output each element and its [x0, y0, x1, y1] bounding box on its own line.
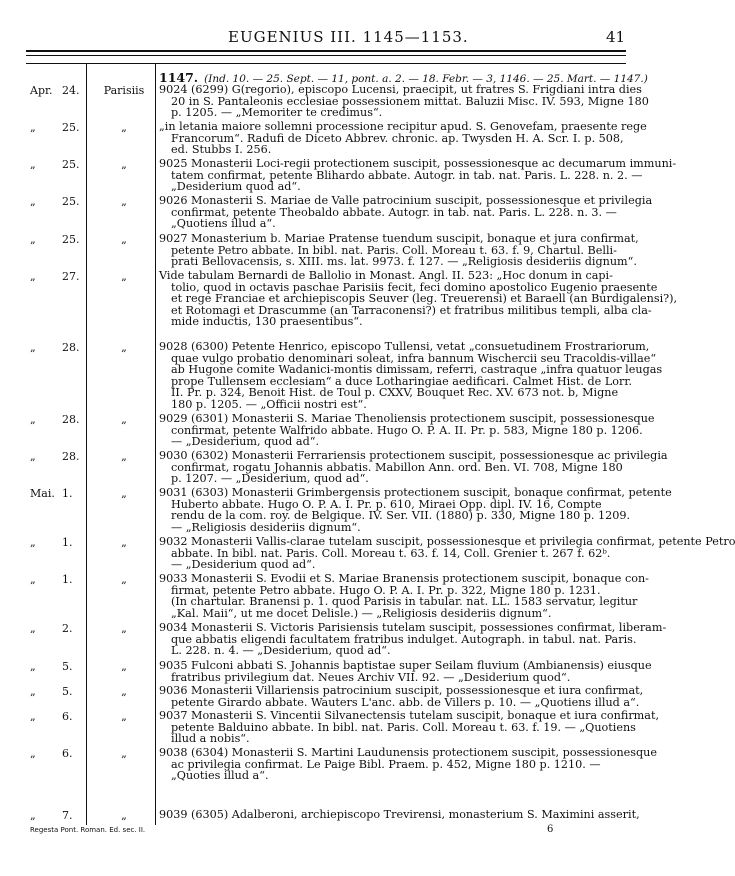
regest-entry — [159, 83, 649, 119]
entry-day: 25. — [62, 158, 80, 171]
entry-line: 180 p. 1205. — „Officii nostri est“. — [171, 397, 367, 411]
regest-entry — [159, 486, 672, 534]
entry-day: 28. — [62, 450, 80, 463]
entry-line: p. 1205. — „Memoriter te credimus“. — [171, 106, 383, 119]
entry-line: — „Religiosis desideriis dignum“. — [171, 520, 361, 534]
entry-day: 1. — [62, 487, 73, 500]
entry-line: illud a nobis“. — [171, 732, 250, 745]
entry-day: 28. — [62, 341, 80, 354]
entry-month: „ — [30, 233, 36, 246]
entry-line: 9026 Monasterii S. Mariae de Valle patrocinium suscipit, possessionesque et privilegia — [159, 194, 653, 207]
column-divider-date — [86, 63, 87, 825]
entry-place: „ — [121, 573, 127, 586]
entry-line: ac privilegia confirmat. Le Paige Bibl. Praem. p. 452, Migne 180 p. 1210. — — [171, 757, 601, 771]
entry-line: — „Desiderium, quod ad“. — [171, 435, 320, 448]
entry-line: Vide tabulam Bernardi de Ballolio in Monast. Angl. II. 523: „Hoc donum in capi- — [159, 269, 613, 282]
entry-line: (In chartular. Branensi p. 1. quod Parisis in tabular. nat. LL. 1583 servatur, legitur — [171, 595, 638, 608]
regest-entry — [159, 232, 639, 268]
entry-month: „ — [30, 341, 36, 354]
entry-place: „ — [121, 341, 127, 354]
page-number: 41 — [606, 28, 626, 46]
entry-day: 1. — [62, 536, 73, 549]
running-title: EUGENIUS III. 1145—1153. — [228, 28, 469, 46]
entry-line: ed. Stubbs I. 256. — [171, 143, 272, 156]
entry-line: 9028 (6300) Petente Henrico, episcopo Tullensi, vetat „consuetudinem Frostrariorum, — [159, 340, 650, 353]
entry-day: 1. — [62, 573, 73, 586]
entry-line: — „Desiderium quod ad“. — [171, 558, 316, 571]
entry-line: petente Balduino abbate. In bibl. nat. Paris. Coll. Moreau t. 63. f. 19. — „Quotiens — [171, 720, 636, 734]
entry-place: „ — [121, 233, 127, 246]
entry-month: „ — [30, 660, 36, 673]
entry-day: 2. — [62, 622, 73, 635]
regest-entry — [159, 194, 653, 230]
entry-place: „ — [121, 747, 127, 760]
header-rule-thin — [26, 55, 626, 56]
entry-place: „ — [121, 413, 127, 426]
entry-month: „ — [30, 121, 36, 134]
entry-line: petente Petro abbate. In bibl. nat. Paris. Coll. Moreau t. 63. f. 9, Chartul. Belli- — [171, 243, 617, 257]
entry-place: „ — [121, 195, 127, 208]
entry-line: et Rotomagi et Drascumme (an Tarraconensi?) et fratribus militibus templi, alba cla- — [171, 303, 652, 317]
entry-line: ab Hugone comite Wadanici-montis dimissam, referri, castraque „infra quatuor leugas — [171, 363, 663, 376]
entry-month: Apr. — [30, 84, 53, 97]
entry-line: „Quotiens illud a“. — [171, 217, 276, 230]
entry-line: petente Girardo abbate. Wauters L'anc. abb. de Villers p. 10. — „Quotiens illud a“. — [171, 695, 640, 709]
page-header — [0, 28, 650, 48]
entry-line: „Quoties illud a“. — [171, 769, 269, 782]
entry-day: 6. — [62, 710, 73, 723]
entry-place: „ — [121, 809, 127, 822]
regest-entry — [159, 684, 644, 709]
entry-day: 5. — [62, 685, 73, 698]
entry-day: 25. — [62, 195, 80, 208]
entry-line: rendu de la com. roy. de Belgique. IV. Ser. VII. (1880) p. 330, Migne 180 p. 1209. — [171, 509, 631, 522]
entry-month: „ — [30, 536, 36, 549]
entry-line: firmat, petente Petro abbate. Hugo O. P. A. I. Pr. p. 322, Migne 180 p. 1231. — [171, 583, 601, 597]
entry-line: abbate. In bibl. nat. Paris. Coll. Moreau t. 63. f. 14, Coll. Grenier t. 267 f. 62ᵇ. — [171, 546, 611, 560]
entry-line: prati Bellovacensis, s. XIII. ms. lat. 9973. f. 127. — „Religiosis desideriis dignum“. — [171, 255, 637, 268]
entry-line: L. 228. n. 4. — „Desiderium, quod ad“. — [171, 644, 391, 657]
regest-entry — [159, 709, 659, 745]
entry-line: „in letania maiore sollemni processione recipitur apud. S. Genovefam, praesente rege — [159, 120, 647, 133]
header-rule-lower — [26, 63, 626, 64]
header-rule-thick — [26, 50, 626, 52]
entry-line: que abbatis eligendi facultatem fratribus indulget. Autograph. in tabul. nat. Paris. — [171, 632, 637, 646]
entry-place: „ — [121, 450, 127, 463]
regest-entry — [159, 659, 652, 684]
regest-entry — [159, 746, 658, 782]
entry-line: mide inductis, 130 praesentibus“. — [171, 315, 363, 328]
entry-line: 9035 Fulconi abbati S. Johannis baptistae super Seilam fluvium (Ambianensis) eiusque — [159, 659, 652, 672]
entry-place: „ — [121, 536, 127, 549]
entry-day: 25. — [62, 233, 80, 246]
entry-line: confirmat, rogatu Johannis abbatis. Mabillon Ann. ord. Ben. VI. 708, Migne 180 — [171, 460, 623, 474]
entry-line: 9029 (6301) Monasterii S. Mariae Thenoliensis protectionem suscipit, possessionesque — [159, 412, 655, 425]
entry-month: „ — [30, 573, 36, 586]
regest-entry — [159, 269, 678, 328]
entry-place: „ — [121, 158, 127, 171]
entry-day: 24. — [62, 84, 80, 97]
entry-place: Parisiis — [103, 84, 145, 97]
entry-place: „ — [121, 710, 127, 723]
entry-line: 9038 (6304) Monasterii S. Martini Laudunensis protectionem suscipit, possessionesque — [159, 746, 658, 759]
entry-day: 28. — [62, 413, 80, 426]
regest-entry — [159, 572, 649, 620]
regest-entry — [159, 412, 655, 448]
entry-month: „ — [30, 450, 36, 463]
entry-day: 6. — [62, 747, 73, 760]
entry-month: Mai. — [30, 487, 55, 500]
entry-month: „ — [30, 809, 36, 822]
entry-place: „ — [121, 121, 127, 134]
regest-entry — [159, 535, 735, 571]
entry-month: „ — [30, 195, 36, 208]
footer-signature-line: Regesta Pont. Roman. Ed. sec. II. — [30, 826, 146, 834]
entry-month: „ — [30, 710, 36, 723]
entry-line: Francorum“. Radufi de Diceto Abbrev. chronic. ap. Twysden H. A. Scr. I. p. 508, — [171, 131, 624, 145]
regest-entry — [159, 340, 663, 411]
entry-line: tatem confirmat, petente Blihardo abbate. Autogr. in tab. nat. Paris. L. 228. n. 2. — — [171, 168, 643, 182]
entry-line: 9031 (6303) Monasterii Grimbergensis protectionem suscipit, bonaque confirmat, petente — [159, 486, 672, 499]
entry-line: 9034 Monasterii S. Victoris Parisiensis tutelam suscipit, possessiones confirmat, liberam- — [159, 621, 667, 634]
sheet-signature: 6 — [547, 824, 554, 835]
entry-place: „ — [121, 270, 127, 283]
entry-line: 9030 (6302) Monasterii Ferrariensis protectionem suscipit, possessionesque ac privilegia — [159, 449, 668, 462]
entry-day: 25. — [62, 121, 80, 134]
entry-line: 9027 Monasterium b. Mariae Pratense tuendum suscipit, bonaque et jura confirmat, — [159, 232, 639, 245]
entry-line: 20 in S. Pantaleonis ecclesiae possessionem mittat. Baluzii Misc. IV. 593, Migne 180 — [171, 94, 649, 108]
entry-line: II. Pr. p. 324, Benoit Hist. de Toul p. CXXV, Bouquet Rec. XV. 673 not. b, Migne — [171, 386, 619, 399]
entry-line: tolio, quod in octavis paschae Parisiis fecit, feci domino apostolico Eugenio praesente — [171, 280, 658, 294]
entry-line: quae vulgo probatio denominari soleat, infra bannum Wischercii seu Tracoldis-villae“ — [171, 351, 657, 365]
entry-line: Huberto abbate. Hugo O. P. A. I. Pr. p. 610, Miraei Opp. dipl. IV. 16, Compte — [171, 497, 602, 511]
year-number: 1147. — [159, 70, 199, 85]
entry-line: 9037 Monasterii S. Vincentii Silvanectensis tutelam suscipit, bonaque et iura confirmat, — [159, 709, 659, 722]
entry-line: 9033 Monasterii S. Evodii et S. Mariae Branensis protectionem suscipit, bonaque con- — [159, 572, 649, 585]
entry-line: prope Tullensem ecclesiam“ a duce Lotharingiae aedificari. Calmet Hist. de Lorr. — [171, 374, 633, 388]
entry-line: 9039 (6305) Adalberoni, archiepiscopo Trevirensi, monasterium S. Maximini asserit, — [159, 808, 640, 821]
regest-entry — [159, 621, 667, 657]
entry-line: p. 1207. — „Desiderium, quod ad“. — [171, 472, 369, 485]
entry-month: „ — [30, 270, 36, 283]
entry-month: „ — [30, 685, 36, 698]
indiction-note: (Ind. 10. — 25. Sept. — 11, pont. a. 2. — 18. Febr. — 3, 1146. — 25. Mart. — 1147.) — [204, 73, 648, 85]
entry-line: fratribus privilegium dat. Neues Archiv VII. 92. — „Desiderium quod“. — [171, 670, 571, 684]
entry-line: 9025 Monasterii Loci-regii protectionem suscipit, possessionesque ac decumarum immuni- — [159, 157, 677, 170]
entry-month: „ — [30, 158, 36, 171]
entry-day: 5. — [62, 660, 73, 673]
regest-entry — [159, 120, 647, 156]
entry-month: „ — [30, 747, 36, 760]
entry-line: confirmat, petente Theobaldo abbate. Autogr. in tab. nat. Paris. L. 228. n. 3. — — [171, 205, 617, 219]
entry-month: „ — [30, 413, 36, 426]
entry-place: „ — [121, 660, 127, 673]
entry-day: 7. — [62, 809, 73, 822]
entry-line: „Kal. Maii“, ut me docet Delisle.) — „Religiosis desideriis dignum“. — [171, 606, 552, 620]
entry-line: 9032 Monasterii Vallis-clarae tutelam suscipit, possessionesque et privilegia confirmat, petente Petro — [159, 535, 735, 548]
entry-place: „ — [121, 685, 127, 698]
entry-line: confirmat, petente Walfrido abbate. Hugo O. P. A. II. Pr. p. 583, Migne 180 p. 1206. — [171, 423, 643, 437]
entry-line: et rege Franciae et archiepiscopis Seuver (leg. Treuerensi) et Baraell (an Burdigalensi?), — [171, 292, 678, 305]
regest-entry — [159, 808, 640, 821]
entry-day: 27. — [62, 270, 80, 283]
entry-month: „ — [30, 622, 36, 635]
entry-place: „ — [121, 487, 127, 500]
entry-line: 9024 (6299) G(regorio), episcopo Lucensi, praecipit, ut fratres S. Frigdiani intra dies — [159, 83, 642, 96]
entry-line: „Desiderium quod ad“. — [171, 180, 301, 193]
entry-place: „ — [121, 622, 127, 635]
regest-entry — [159, 157, 677, 193]
regest-entry — [159, 449, 668, 485]
entry-line: 9036 Monasterii Villariensis patrocinium suscipit, possessionesque et iura confirmat, — [159, 684, 644, 697]
